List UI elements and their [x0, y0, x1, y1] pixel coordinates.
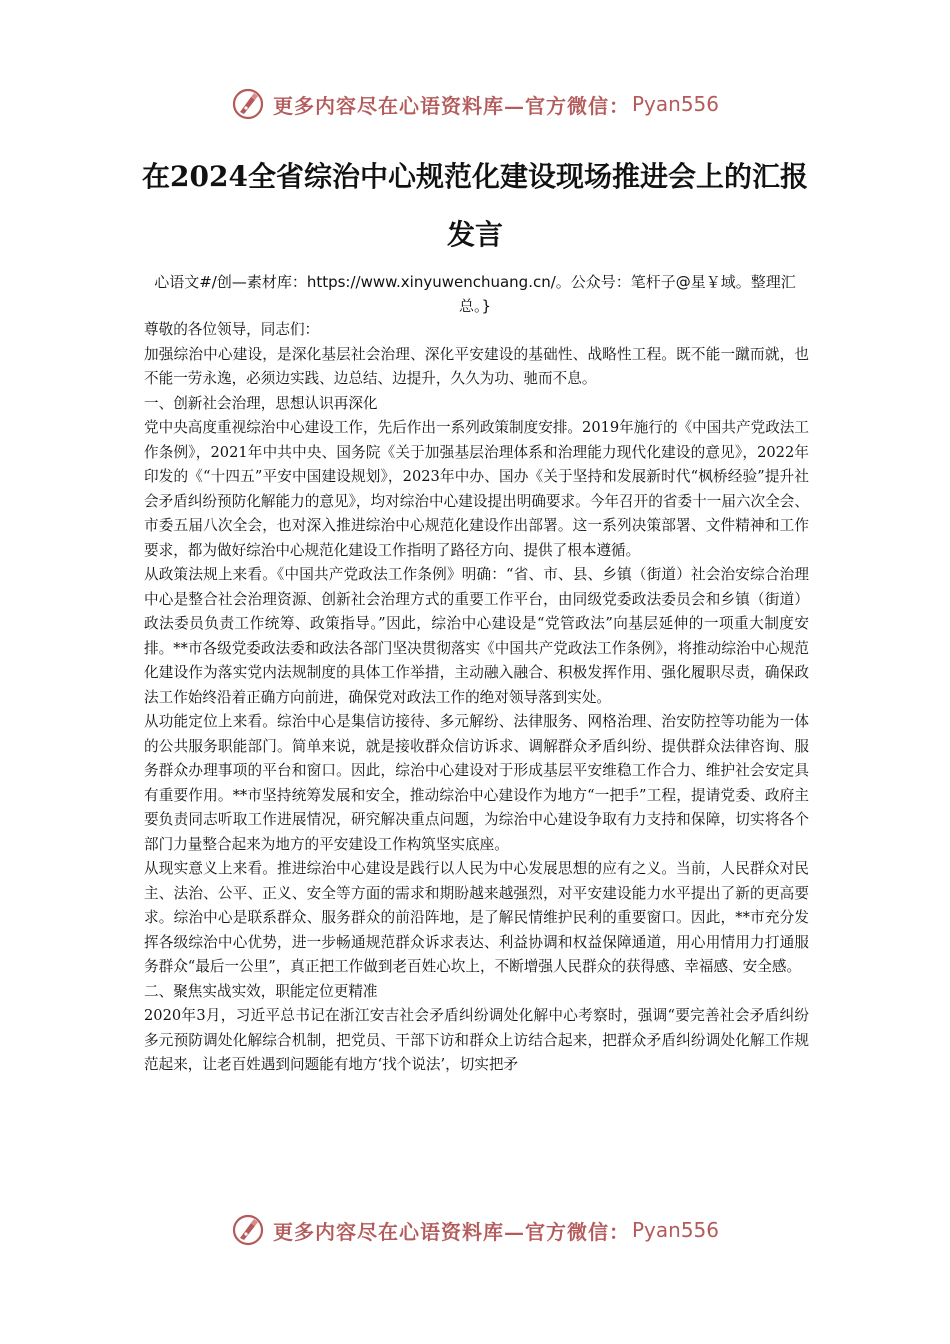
watermark-text: 更多内容尽在心语资料库—官方微信：: [272, 1219, 630, 1244]
source-note: 心语文#/创—素材库：https://www.xinyuwenchuang.cn/。公众号：笔杆子@星￥域。整理汇总。}: [154, 273, 796, 315]
pen-nib-logo-icon: [231, 87, 265, 121]
watermark-text: 更多内容尽在心语资料库—官方微信：: [272, 93, 630, 118]
body-paragraph: 从功能定位上来看。综治中心是集信访接待、多元解纷、法律服务、网格治理、治安防控等功能为一体的公共服务职能部门。简单来说，就是接收群众信访诉求、调解群众矛盾纠纷、提供群众法律咨询、服务群众办理事项的平台和窗口。因此，综治中心建设对于形成基层平安维稳工作合力、维护社会安定具有重要作用。**市坚持统筹发展和安全，推动综治中心建设作为地方“一把手”工程，提请党委、政府主要负责同志听取工作进展情况，研究解决重点问题，为综治中心建设争取有力支持和保障，切实将各个部门力量整合起来为地方的平安建设工作构筑坚实底座。: [144, 713, 809, 853]
document-title: 在2024全省综治中心规范化建设现场推进会上的汇报发言: [142, 160, 808, 251]
body-paragraph: 加强综治中心建设，是深化基层社会治理、深化平安建设的基础性、战略性工程。既不能一蹴而就，也不能一劳永逸，必须边实践、边总结、边提升，久久为功、驰而不息。: [144, 345, 809, 387]
body-paragraph: 从政策法规上来看。《中国共产党政法工作条例》明确：“省、市、县、乡镇（街道）社会治安综合治理中心是整合社会治理资源、创新社会治理方式的重要工作平台，由同级党委政法委员会和乡镇（街道）政法委员负责工作统筹、政策指导。”因此，综治中心建设是“党管政法”向基层延伸的一项重大制度安排。**市各级党委政法委和政法各部门坚决贯彻落实《中国共产党政法工作条例》，将推动综治中心规范化建设作为落实党内法规制度的具体工作举措，主动融入融合、积极发挥作用、强化履职尽责，确保政法工作始终沿着正确方向前进，确保党对政法工作的绝对领导落到实处。: [144, 566, 809, 706]
body-paragraph: 2020年3月，习近平总书记在浙江安吉社会矛盾纠纷调处化解中心考察时，强调“要完善社会矛盾纠纷多元预防调处化解综合机制，把党员、干部下访和群众上访结合起来，把群众矛盾纠纷调处化解工作规范起来，让老百姓遇到问题能有地方‘找个说法’，切实把矛: [144, 1007, 809, 1073]
body-paragraph: 从现实意义上来看。推进综治中心建设是践行以人民为中心发展思想的应有之义。当前，人民群众对民主、法治、公平、正义、安全等方面的需求和期盼越来越强烈，对平安建设能力水平提出了新的更高要求。综治中心是联系群众、服务群众的前沿阵地，是了解民情维护民利的重要窗口。因此，**市充分发挥各级综治中心优势，进一步畅通规范群众诉求表达、利益协调和权益保障通道，用心用情用力打通服务群众“最后一公里”，真正把工作做到老百姓心坎上，不断增强人民群众的获得感、幸福感、安全感。: [144, 860, 809, 975]
body-paragraph: 党中央高度重视综治中心建设工作，先后作出一系列政策制度安排。2019年施行的《中国共产党政法工作条例》，2021年中共中央、国务院《关于加强基层治理体系和治理能力现代化建设的意见》，2022年印发的《“十四五”平安中国建设规划》，2023年中办、国办《关于坚持和发展新时代“枫桥经验”提升社会矛盾纠纷预防化解能力的意见》，均对综治中心建设提出明确要求。今年召开的省委十一届六次全会、市委五届八次全会，也对深入推进综治中心规范化建设作出部署。这一系列决策部署、文件精神和工作要求，都为做好综治中心规范化建设工作指明了路径方向、提供了根本遵循。: [144, 419, 809, 559]
section-heading: 二、聚焦实战实效，职能定位更精准: [144, 982, 378, 1000]
watermark-wechat-id: Pyan556: [631, 92, 719, 116]
watermark-banner-top: [0, 84, 950, 124]
watermark-wechat-id: Pyan556: [631, 1218, 719, 1242]
watermark-banner-bottom: [0, 1210, 950, 1250]
salutation: 尊敬的各位领导，同志们：: [144, 321, 320, 338]
document-body: [144, 318, 809, 1078]
section-heading: 一、创新社会治理，思想认识再深化: [144, 394, 378, 412]
pen-nib-logo-icon: [231, 1213, 265, 1247]
